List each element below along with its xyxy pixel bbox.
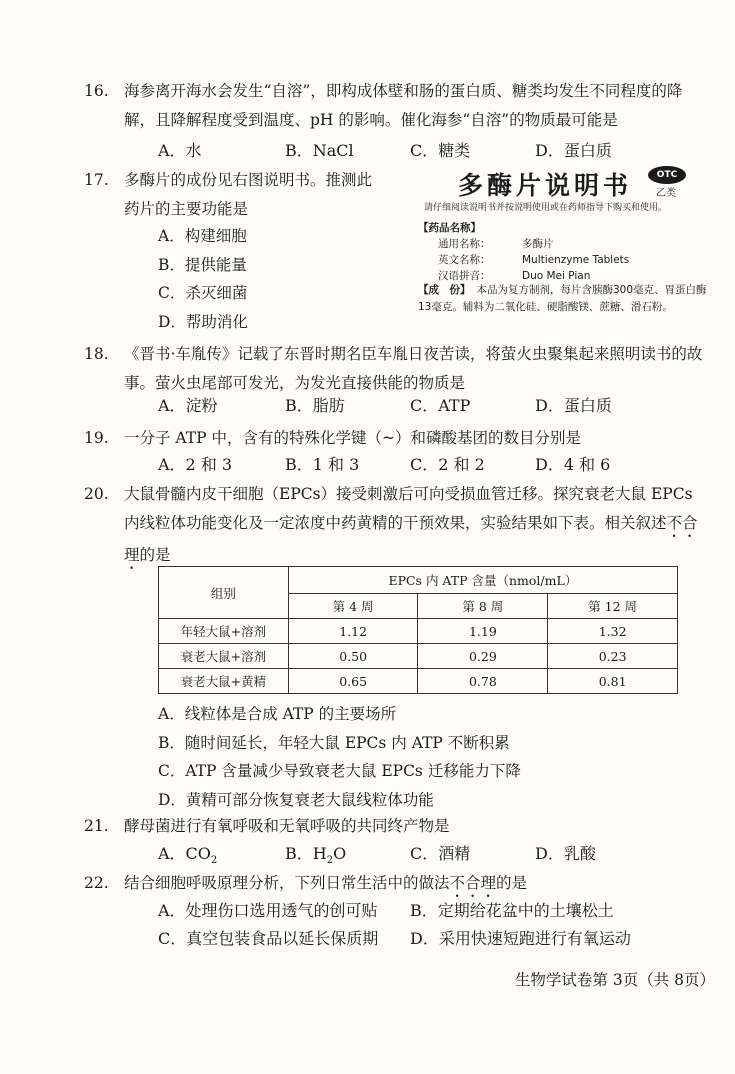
question-stem: 海参离开海水会发生“自溶”，即构成体壁和肠的蛋白质、糖类均发生不同程度的降解，且降解程度受到温度、pH 的影响。催化海参“自溶”的物质最可能是: [124, 82, 683, 129]
composition-label: 【成 份】: [418, 284, 471, 296]
insert-section-name: 【药品名称】: [418, 222, 481, 234]
row-label: 英文名称：: [438, 254, 491, 266]
value-cell: 0.23: [548, 644, 678, 669]
question-number: 20.: [84, 485, 109, 503]
value-cell: 0.50: [288, 644, 418, 669]
experiment-table: [158, 566, 678, 694]
emphasis-not-reasonable: 不合理: [124, 514, 698, 564]
week-12-header: 第 12 周: [548, 594, 678, 619]
option-c: C．真空包装食品以延长保质期: [158, 929, 379, 948]
value-cell: 0.81: [548, 669, 678, 694]
table-row: [159, 644, 678, 669]
option-d: D．采用快速短跑进行有氧运动: [410, 929, 631, 948]
table-row: [159, 669, 678, 694]
insert-row-english: [438, 252, 629, 267]
question-number: 22.: [84, 874, 109, 892]
option-a: A．2 和 3: [158, 455, 233, 474]
group-cell: 年轻大鼠+溶剂: [159, 619, 289, 644]
row-label: 汉语拼音：: [438, 270, 491, 282]
question-number: 16.: [84, 82, 109, 100]
question-19: [84, 424, 712, 453]
question-stem: 一分子 ATP 中，含有的特殊化学键（~）和磷酸基团的数目分别是: [124, 429, 581, 447]
question-16: [84, 77, 712, 135]
group-cell: 衰老大鼠+黄精: [159, 669, 289, 694]
value-cell: 1.12: [288, 619, 418, 644]
table-header-row: [159, 567, 678, 594]
option-c: C．ATP: [410, 396, 471, 415]
option-b: B．定期给花盆中的土壤松土: [410, 901, 614, 920]
option-a: A．处理伤口选用透气的创可贴: [158, 901, 378, 920]
value-cell: 0.78: [418, 669, 548, 694]
option-b-text-end: O: [333, 844, 347, 863]
otc-badge: OTC: [648, 166, 686, 184]
insert-row-generic: [438, 236, 554, 251]
question-stem-end: 的是: [496, 874, 528, 892]
question-17: [84, 166, 404, 224]
question-17-options: [158, 222, 248, 336]
option-d: D．黄精可部分恢复衰老大鼠线粒体功能: [158, 790, 434, 809]
row-value: Duo Mei Pian: [522, 270, 591, 282]
question-18: [84, 340, 712, 398]
value-cell: 0.29: [418, 644, 548, 669]
subscript: 2: [326, 855, 334, 867]
question-stem-line-1: 多酶片的成份见右图说明书。推测此: [124, 171, 373, 189]
question-number: 21.: [84, 817, 109, 835]
value-cell: 1.32: [548, 619, 678, 644]
group-cell: 衰老大鼠+溶剂: [159, 644, 289, 669]
row-label: 通用名称：: [438, 238, 491, 250]
question-stem: 酵母菌进行有氧呼吸和无氧呼吸的共同终产物是: [124, 817, 450, 835]
option-b: B．提供能量: [158, 255, 247, 274]
table-row: [159, 619, 678, 644]
insert-title: 多酶片说明书: [458, 171, 633, 200]
page-footer: 生物学试卷第 3页（共 8页）: [514, 971, 715, 989]
medicine-insert: [410, 164, 710, 324]
question-20-options: [158, 700, 521, 814]
option-a: A．水: [158, 141, 202, 160]
otc-class: 乙类: [656, 188, 676, 199]
option-b: B．随时间延长，年轻大鼠 EPCs 内 ATP 不断积累: [158, 733, 510, 752]
option-d: D．蛋白质: [535, 141, 612, 160]
option-d: D．4 和 6: [535, 455, 611, 474]
option-a: A．线粒体是合成 ATP 的主要场所: [158, 705, 397, 723]
insert-composition: [418, 282, 710, 315]
question-number: 19.: [84, 429, 109, 447]
question-stem-line-2: 药片的主要功能是: [124, 200, 249, 218]
question-21: [84, 812, 712, 841]
option-c: C．杀灭细菌: [158, 284, 248, 302]
option-b: B．NaCl: [285, 141, 354, 160]
insert-row-pinyin: [438, 268, 590, 283]
option-c: C．2 和 2: [410, 455, 485, 474]
week-4-header: 第 4 周: [288, 594, 418, 619]
atp-header: EPCs 内 ATP 含量（nmol/mL）: [288, 567, 677, 594]
option-b-text: B．H: [285, 844, 327, 863]
subscript: 2: [210, 855, 218, 867]
insert-warning: 请仔细阅读说明书并按说明使用或在药师指导下购买和使用。: [424, 203, 668, 213]
option-c: C．糖类: [410, 141, 471, 160]
value-cell: 1.19: [418, 619, 548, 644]
question-number: 17.: [84, 171, 109, 189]
question-22: [84, 869, 712, 901]
question-stem: 《晋书·车胤传》记载了东晋时期名臣车胤日夜苦读，将萤火虫聚集起来照明读书的故事。萤火虫尾部可发光，为发光直接供能的物质是: [124, 345, 703, 392]
emphasis-not-reasonable: 不合理: [449, 874, 497, 892]
row-value: Multienzyme Tablets: [522, 254, 630, 266]
option-d: D．乳酸: [535, 844, 596, 863]
option-c: C．ATP 含量减少导致衰老大鼠 EPCs 迁移能力下降: [158, 762, 521, 780]
option-d: D．帮助消化: [158, 312, 248, 331]
option-a-text: A．CO: [158, 844, 211, 863]
row-value: 多酶片: [522, 238, 554, 250]
group-header: 组别: [159, 567, 289, 619]
question-stem-end: 的是: [139, 546, 171, 564]
week-8-header: 第 8 周: [418, 594, 548, 619]
option-b: [285, 841, 346, 866]
option-b: B．脂肪: [285, 396, 345, 415]
option-a: A．构建细胞: [158, 227, 247, 245]
option-a: A．淀粉: [158, 396, 218, 415]
option-c: C．酒精: [410, 844, 471, 863]
composition-text: 本品为复方制剂，每片含胰酶300毫克、胃蛋白酶13毫克。辅料为二氧化硅、硬脂酸镁、蔗糖、滑石粉。: [418, 284, 707, 313]
question-20: [84, 480, 712, 573]
option-a: [158, 841, 217, 866]
question-stem: 大鼠骨髓内皮干细胞（EPCs）接受刺激后可向受损血管迁移。探究衰老大鼠 EPCs 内线粒体功能变化及一定浓度中药黄精的干预效果，实验结果如下表。相关叙述: [124, 485, 693, 532]
question-number: 18.: [84, 345, 109, 363]
option-b: B．1 和 3: [285, 455, 360, 474]
option-d: D．蛋白质: [535, 396, 612, 415]
question-stem: 结合细胞呼吸原理分析，下列日常生活中的做法: [124, 874, 450, 892]
value-cell: 0.65: [288, 669, 418, 694]
